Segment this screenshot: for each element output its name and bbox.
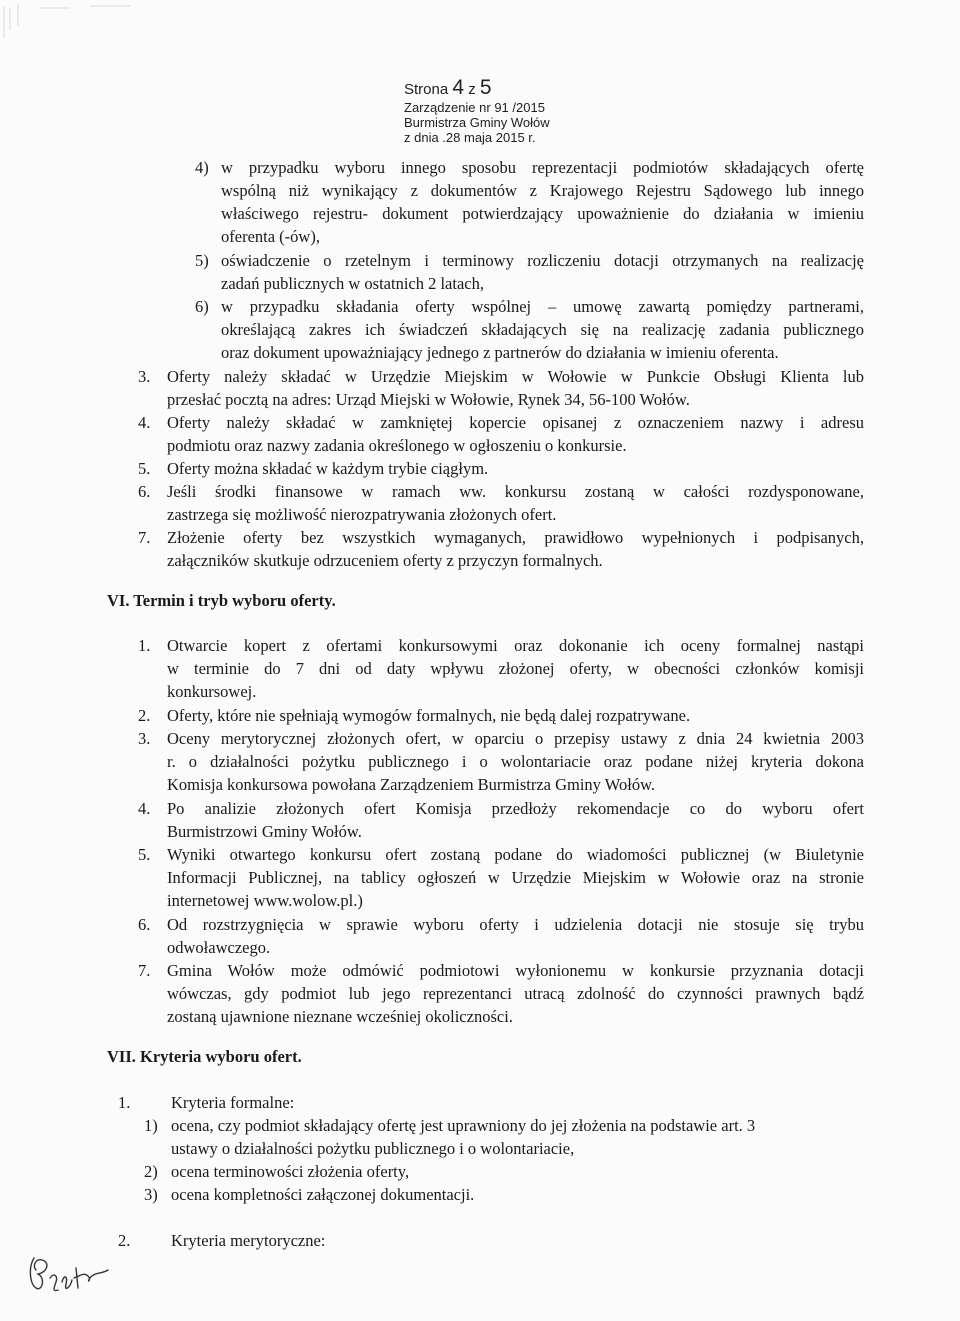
list-item-number: 7.	[138, 961, 151, 980]
list-item-number: 4.	[138, 799, 151, 818]
list-item-number: 2.	[138, 706, 151, 725]
list-item-number: 2.	[118, 1231, 131, 1250]
scan-artifact	[0, 0, 150, 40]
section-heading: VII. Kryteria wyboru ofert.	[107, 1047, 302, 1066]
page-total: 5	[479, 76, 492, 99]
text-line: Informacji Publicznej, na tablicy ogłoszeń w Urzędzie Miejskim w Wołowie oraz na stronie	[167, 868, 864, 887]
list-item-number: 6)	[195, 297, 209, 316]
page-mid: z	[468, 81, 476, 98]
text-line: odwoławczego.	[167, 938, 271, 957]
text-line: w przypadku wyboru innego sposobu reprezentacji podmiotów składających ofertę	[221, 158, 864, 177]
text-line: konkursowej.	[167, 682, 257, 701]
list-item-number: 3.	[138, 729, 151, 748]
text-line: Oceny merytorycznej złożonych ofert, w oparciu o przepisy ustawy z dnia 24 kwietnia 2003	[167, 729, 864, 748]
text-line: przesłać pocztą na adres: Urząd Miejski w Wołowie, Rynek 34, 56-100 Wołów.	[167, 390, 690, 409]
text-line: wówczas, gdy podmiot lub jego reprezentanci utracą zdolność do czynności prawnych bądź	[167, 984, 864, 1003]
ordinance-issuer: Burmistrza Gminy Wołów	[404, 115, 550, 130]
text-line: Komisja konkursowa powołana Zarządzeniem Burmistrza Gminy Wołów.	[167, 775, 656, 794]
section-heading: VI. Termin i tryb wyboru oferty.	[107, 591, 336, 610]
list-item-number: 5.	[138, 845, 151, 864]
list-item-number: 6.	[138, 915, 151, 934]
text-line: Oferty należy składać w Urzędzie Miejskim w Wołowie w Punkcie Obsługi Klienta lub	[167, 367, 864, 386]
text-line: załączników skutkuje odrzuceniem oferty z przyczyn formalnych.	[167, 551, 603, 570]
text-line: oferenta (-ów),	[221, 227, 320, 246]
text-line: wspólną niż wynikający z dokumentów z Krajowego Rejestru Sądowego lub innego	[221, 181, 864, 200]
text-line: oświadczenie o rzetelnym i terminowy rozliczeniu dotacji otrzymanych na realizację	[221, 251, 864, 270]
text-line: Otwarcie kopert z ofertami konkursowymi oraz dokonanie ich oceny formalnej nastąpi	[167, 636, 864, 655]
text-line: Oferty, które nie spełniają wymogów formalnych, nie będą dalej rozpatrywane.	[167, 706, 691, 725]
ordinance-date: z dnia .28 maja 2015 r.	[404, 130, 536, 145]
criteria-label: Kryteria formalne:	[171, 1093, 295, 1112]
text-line: ocena, czy podmiot składający ofertę jest uprawniony do jej złożenia na podstawie art. 3	[171, 1116, 756, 1135]
handwritten-signature	[22, 1248, 132, 1298]
list-item-number: 7.	[138, 528, 151, 547]
ordinance-number: Zarządzenie nr 91 /2015	[404, 100, 545, 115]
text-line: Oferty należy składać w zamkniętej kopercie opisanej z oznaczeniem nazwy i adresu	[167, 413, 864, 432]
text-line: ustawy o działalności pożytku publicznego i o wolontariacie,	[171, 1139, 575, 1158]
list-item-number: 3)	[144, 1185, 158, 1204]
list-item-number: 3.	[138, 367, 151, 386]
list-item-number: 5)	[195, 251, 209, 270]
text-line: internetowej www.wolow.pl.)	[167, 891, 363, 910]
text-line: Od rozstrzygnięcia w sprawie wyboru oferty i udzielenia dotacji nie stosuje się trybu	[167, 915, 864, 934]
criteria-label: Kryteria merytoryczne:	[171, 1231, 326, 1250]
text-line: w terminie do 7 dni od daty wpływu złożonej oferty, w obecności członków komisji	[167, 659, 864, 678]
list-item-number: 1)	[144, 1116, 158, 1135]
text-line: Oferty można składać w każdym trybie ciągłym.	[167, 459, 489, 478]
text-line: Po analizie złożonych ofert Komisja przedłoży rekomendacje co do wyboru ofert	[167, 799, 864, 818]
text-line: podmiotu oraz nazwy zadania określonego w ogłoszeniu o konkursie.	[167, 436, 627, 455]
text-line: oraz dokument upoważniający jednego z partnerów do działania w imieniu oferenta.	[221, 343, 779, 362]
text-line: zastrzega się możliwość nierozpatrywania złożonych ofert.	[167, 505, 557, 524]
text-line: Burmistrzowi Gminy Wołów.	[167, 822, 362, 841]
document-header	[404, 76, 704, 145]
text-line: zadań publicznych w ostatnich 2 latach,	[221, 274, 484, 293]
list-item-number: 1.	[138, 636, 151, 655]
list-item-number: 4.	[138, 413, 151, 432]
text-line: Gmina Wołów może odmówić podmiotowi wyłonionemu w konkursie przyznania dotacji	[167, 961, 864, 980]
list-item-number: 1.	[118, 1093, 131, 1112]
list-item-number: 2)	[144, 1162, 158, 1181]
list-item-number: 6.	[138, 482, 151, 501]
page-counter	[404, 76, 704, 100]
text-line: ocena kompletności załączonej dokumentacji.	[171, 1185, 475, 1204]
text-line: w przypadku składania oferty wspólnej – umowę zawartą pomiędzy partnerami,	[221, 297, 864, 316]
text-line: r. o działalności pożytku publicznego i o wolontariacie oraz podane niżej kryteria dokona	[167, 752, 864, 771]
text-line: Jeśli środki finansowe w ramach ww. konkursu zostaną w całości rozdysponowane,	[167, 482, 864, 501]
text-line: właściwego rejestru- dokument potwierdzający upoważnienie do działania w imieniu	[221, 204, 864, 223]
text-line: zostaną ujawnione nieznane wcześniej okoliczności.	[167, 1007, 513, 1026]
text-line: określającą zakres ich świadczeń składających się na realizację zadania publicznego	[221, 320, 864, 339]
list-item-number: 4)	[195, 158, 209, 177]
text-line: ocena terminowości złożenia oferty,	[171, 1162, 410, 1181]
list-item-number: 5.	[138, 459, 151, 478]
text-line: Wyniki otwartego konkursu ofert zostaną podane do wiadomości publicznej (w Biuletynie	[167, 845, 864, 864]
page-prefix: Strona	[404, 81, 449, 98]
page-number: 4	[452, 76, 465, 99]
text-line: Złożenie oferty bez wszystkich wymaganych, prawidłowo wypełnionych i podpisanych,	[167, 528, 864, 547]
